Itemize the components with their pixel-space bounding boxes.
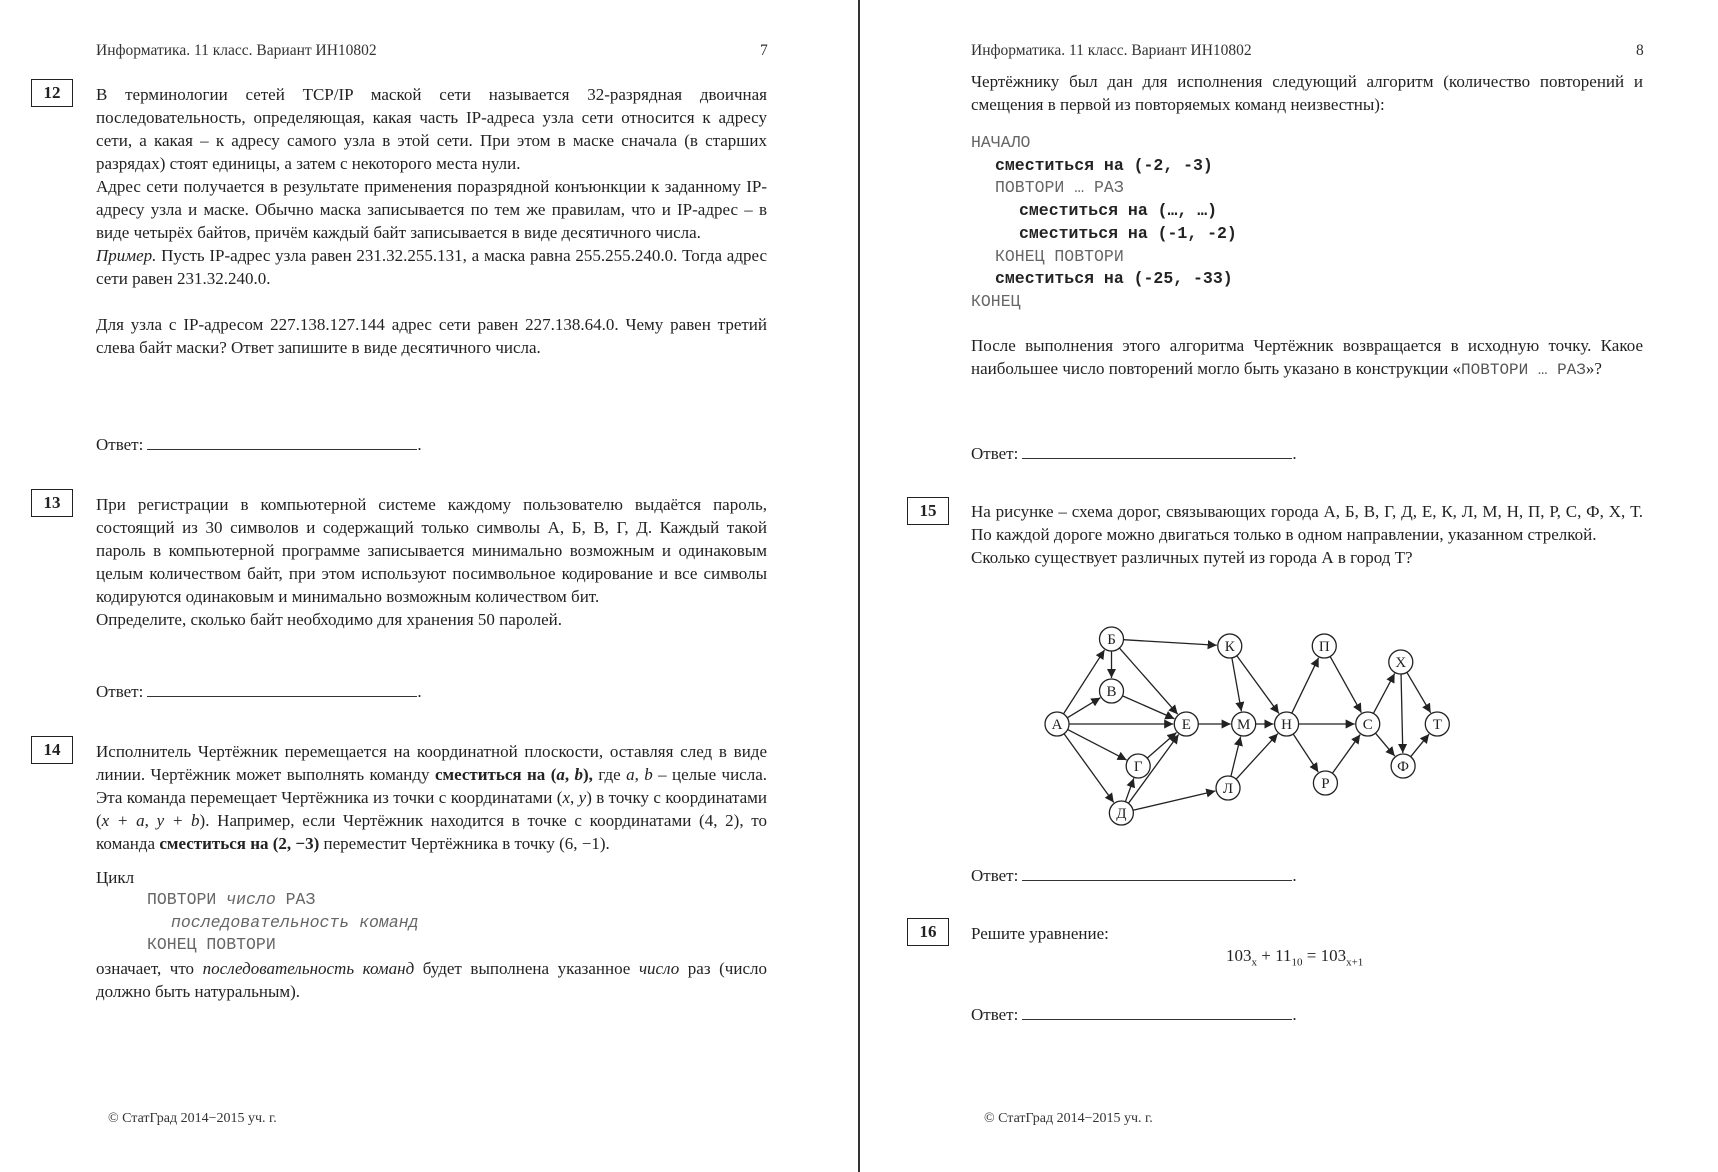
answer-label: Ответ: bbox=[971, 866, 1019, 885]
task-14-answer bbox=[971, 443, 1297, 464]
answer-end: . bbox=[417, 682, 422, 701]
page-footer: © СтатГрад 2014−2015 уч. г. bbox=[108, 1111, 277, 1126]
task-15-text bbox=[971, 500, 1643, 569]
node-label: С bbox=[1362, 717, 1373, 733]
answer-input-line[interactable] bbox=[1022, 443, 1292, 459]
node-B bbox=[1100, 627, 1124, 651]
edge-V-E bbox=[1122, 696, 1174, 719]
answer-input-line[interactable] bbox=[1022, 1004, 1292, 1020]
task-14-text bbox=[96, 740, 767, 1003]
node-label: П bbox=[1318, 639, 1330, 655]
node-T bbox=[1425, 712, 1449, 736]
task-12-text bbox=[96, 83, 767, 359]
edge-L-M bbox=[1231, 737, 1241, 777]
edge-N-R bbox=[1293, 734, 1318, 772]
task-14-intro: Чертёжнику был дан для исполнения следующий алгоритм (количество повторений и смещения в первой из повторяемых команд неизвестны): bbox=[971, 72, 1643, 114]
task-number-15: 15 bbox=[907, 497, 949, 525]
node-label: Х bbox=[1395, 655, 1407, 671]
node-D bbox=[1109, 801, 1133, 825]
node-R bbox=[1313, 771, 1337, 795]
answer-label: Ответ: bbox=[96, 682, 144, 701]
edge-L-N bbox=[1236, 734, 1278, 780]
task-12-paragraph-1: В терминологии сетей TCP/IP маской сети называется 32-разрядная двоичная последовательность, определяющая, какая часть IP-адреса узла сети относится к адресу сети, а какая – к адресу самого узла в этой сети. При этом в маске сначала (в старших разрядах) стоят единицы, а затем с некоторого места нули. bbox=[96, 85, 767, 173]
edge-G-E bbox=[1147, 733, 1176, 759]
edge-S-F bbox=[1375, 733, 1394, 756]
edge-D-L bbox=[1133, 791, 1215, 810]
node-label: Т bbox=[1432, 717, 1442, 733]
task-12-paragraph-2: Адрес сети получается в результате применения поразрядной конъюнкции к заданному IP-адресу узла и маске. Обычно маска записывается по тем же правилам, что и IP-адрес – в виде четырёх байтов, причём каждый байт записывается в виде десятичного числа. bbox=[96, 177, 767, 242]
task-number-14: 14 bbox=[31, 736, 73, 764]
task-15-paragraph-1: На рисунке – схема дорог, связывающих города А, Б, В, Г, Д, Е, К, Л, М, Н, П, Р, С, Ф, Х, Т. По каждой дороге можно двигаться только в одном направлении, указанном стрелкой. bbox=[971, 502, 1643, 544]
node-S bbox=[1356, 712, 1380, 736]
task-13-paragraph-1: При регистрации в компьютерной системе каждому пользователю выдаётся пароль, состоящий из 30 символов и содержащий только символы А, Б, В, Г, Д. Каждый такой пароль в компьютерной программе записывается минимально возможным и одинаковым целым количеством байт, при этом используют посимвольное кодирование и все символы кодируются одинаковым и минимально возможным количеством бит. bbox=[96, 495, 767, 606]
page-header: Информатика. 11 класс. Вариант ИН10802 bbox=[971, 42, 1252, 59]
answer-input-line[interactable] bbox=[147, 434, 417, 450]
example-text: Пусть IP-адрес узла равен 231.32.255.131, а маска равна 255.255.240.0. Тогда адрес сети равен 231.32.240.0. bbox=[96, 246, 767, 288]
task-14-paragraph-1: Исполнитель Чертёжник перемещается на координатной плоскости, оставляя след в виде линии. Чертёжник может выполнять команду сместиться на (a, b), где a, b – целые числа. Эта команда перемещает Чертёжника из точки с координатами (x, y) в точку с координатами (x + a, y + b). Например, если Чертёжник находится в точке с координатами (4, 2), то команда сместиться на (2, −3) переместит Чертёжника в точку (6, −1). bbox=[96, 742, 768, 853]
node-F bbox=[1391, 754, 1415, 778]
answer-end: . bbox=[1292, 1005, 1297, 1024]
answer-end: . bbox=[417, 435, 422, 454]
node-label: Ф bbox=[1397, 759, 1410, 775]
cycle-code: ПОВТОРИ число РАЗ последовательность команд КОНЕЦ ПОВТОРИ bbox=[147, 890, 419, 955]
node-L bbox=[1216, 776, 1240, 800]
example-command: сместиться на (2, −3) bbox=[159, 834, 320, 853]
node-P bbox=[1312, 634, 1336, 658]
edge-S-X bbox=[1373, 673, 1394, 713]
left-page bbox=[0, 0, 858, 1172]
algorithm-code: НАЧАЛО сместиться на (-2, -3) ПОВТОРИ … РАЗ сместиться на (…, …) сместиться на (-1, -2) КОНЕЦ ПОВТОРИ сместиться на (-25, -33) КОНЕЦ bbox=[971, 133, 1237, 311]
edge-X-F bbox=[1401, 674, 1403, 753]
node-label: К bbox=[1224, 639, 1235, 655]
task-13-answer bbox=[96, 681, 422, 702]
task-13-question: Определите, сколько байт необходимо для хранения 50 паролей. bbox=[96, 610, 562, 629]
edge-K-N bbox=[1237, 656, 1279, 714]
edge-A-B bbox=[1063, 650, 1104, 714]
task-12-question: Для узла с IP-адресом 227.138.127.144 адрес сети равен 227.138.64.0. Чему равен третий слева байт маски? Ответ запишите в виде десятичного числа. bbox=[96, 315, 767, 357]
page-divider bbox=[858, 0, 860, 1172]
node-K bbox=[1218, 634, 1242, 658]
node-X bbox=[1389, 650, 1413, 674]
right-page bbox=[861, 0, 1718, 1172]
command-name: сместиться на (a, b), bbox=[434, 765, 593, 784]
task-16-answer bbox=[971, 1004, 1297, 1025]
node-label: М bbox=[1237, 717, 1251, 733]
edge-F-T bbox=[1411, 734, 1429, 757]
cycle-label: Цикл bbox=[96, 868, 135, 887]
edge-A-D bbox=[1064, 734, 1114, 803]
edge-K-M bbox=[1232, 658, 1242, 711]
task-number-16: 16 bbox=[907, 918, 949, 946]
answer-end: . bbox=[1292, 866, 1297, 885]
page-number: 8 bbox=[1636, 42, 1644, 59]
edge-P-S bbox=[1330, 656, 1361, 712]
task-16-text bbox=[971, 922, 1643, 945]
edge-A-G bbox=[1068, 730, 1127, 761]
answer-end: . bbox=[1292, 444, 1297, 463]
node-M bbox=[1232, 712, 1256, 736]
task-14-question: После выполнения этого алгоритма Чертёжник возвращается в исходную точку. Какое наибольшее число повторений могло быть указано в конструкции «ПОВТОРИ … РАЗ»? bbox=[971, 335, 1643, 379]
answer-label: Ответ: bbox=[96, 435, 144, 454]
node-label: Б bbox=[1107, 632, 1116, 648]
task-12-paragraph-3 bbox=[96, 244, 767, 290]
task-15-answer bbox=[971, 865, 1297, 886]
node-V bbox=[1100, 679, 1124, 703]
edge-B-K bbox=[1123, 640, 1216, 646]
edge-N-P bbox=[1292, 658, 1319, 713]
answer-label: Ответ: bbox=[971, 1005, 1019, 1024]
cycle-meaning: означает, что последовательность команд будет выполнена указанное число раз (число должно быть натуральным). bbox=[96, 959, 767, 1002]
node-label: Р bbox=[1321, 776, 1330, 792]
task-16-prompt: Решите уравнение: bbox=[971, 924, 1109, 943]
edge-X-T bbox=[1407, 672, 1431, 712]
page-header: Информатика. 11 класс. Вариант ИН10802 bbox=[96, 42, 377, 59]
node-E bbox=[1174, 712, 1198, 736]
node-label: В bbox=[1106, 684, 1117, 700]
page-number: 7 bbox=[760, 42, 768, 59]
node-label: Н bbox=[1281, 717, 1293, 733]
task-16-equation: $103_x + 11_{10} = 103_{x+1}$ bbox=[1226, 946, 1364, 969]
node-label: Л bbox=[1222, 781, 1234, 797]
page-footer: © СтатГрад 2014−2015 уч. г. bbox=[984, 1111, 1153, 1126]
answer-label: Ответ: bbox=[971, 444, 1019, 463]
node-label: Г bbox=[1133, 759, 1143, 775]
task-number-13: 13 bbox=[31, 489, 73, 517]
answer-input-line[interactable] bbox=[147, 681, 417, 697]
task-15-question: Сколько существует различных путей из города А в город Т? bbox=[971, 548, 1413, 567]
task-12-answer bbox=[96, 434, 422, 455]
task-number-12: 12 bbox=[31, 79, 73, 107]
node-A bbox=[1045, 712, 1069, 736]
node-label: А bbox=[1051, 717, 1063, 733]
node-G bbox=[1126, 754, 1150, 778]
node-label: Е bbox=[1181, 717, 1191, 733]
edge-B-E bbox=[1119, 648, 1177, 714]
edge-R-S bbox=[1332, 735, 1360, 774]
node-label: Д bbox=[1116, 806, 1127, 822]
node-N bbox=[1275, 712, 1299, 736]
road-graph bbox=[1036, 618, 1456, 833]
task-14-continued bbox=[971, 70, 1643, 382]
example-label: Пример. bbox=[96, 246, 157, 265]
answer-input-line[interactable] bbox=[1022, 865, 1292, 881]
task-13-text bbox=[96, 493, 767, 631]
